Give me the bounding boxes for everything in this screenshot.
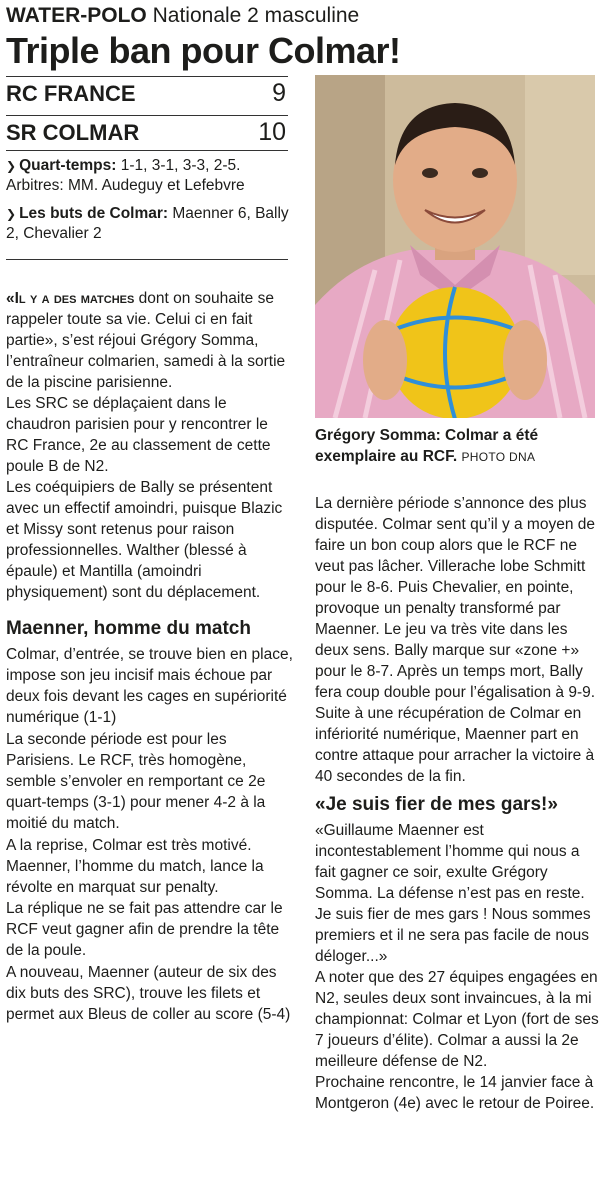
score-row-away xyxy=(6,115,288,151)
photo-credit: PHOTO DNA xyxy=(461,450,536,464)
section-kicker xyxy=(6,4,359,28)
chevron-right-icon: ❯ xyxy=(6,207,17,221)
paragraph: La seconde période est pour les Parisiens. Le RCF, très homogène, semble s’envoler en remportant ce 2e quart-temps (3-1) pour mener 4-2 à la moitié du match. xyxy=(6,731,266,832)
team-score-home: 9 xyxy=(272,79,286,107)
paragraph: A la reprise, Colmar est très motivé. Maenner, l’homme du match, lance la révolte en marquat sur penalty. xyxy=(6,837,264,896)
paragraph: La dernière période s’annonce des plus disputée. Colmar sent qu’il y a moyen de faire un bon coup alors que le RCF ne veut pas lâcher. Villerache lobe Schmitt pour le 8-6. Puis Chevalier, en pointe, provoque un penalty transformé par Maenner. Le jeu va très vite dans les deux sens. Bally marque sur «zone +» pour le 8-7. Après un temps mort, Bally fera coup double pour l’égalisation à 9-9. xyxy=(315,495,596,701)
paragraph-text: dont on souhaite se rappeler toute sa vie. Celui ci en fait partie», s’est réjoui Grégory Somma, l’entraîneur colmarien, samedi à la sortie de la piscine parisienne. xyxy=(6,290,286,391)
caption-text: Grégory Somma: Colmar a été exemplaire au RCF. xyxy=(315,427,539,465)
divider xyxy=(6,259,288,260)
paragraph: A noter que des 27 équipes engagées en N2, seules deux sont invaincues, à la mi championnat: Colmar et Lyon (fort de ses 7 joueurs d’élite). Colmar a aussi la 2e meilleure défense de N2. xyxy=(315,969,599,1070)
article-column-left xyxy=(6,288,294,1025)
paragraph: Suite à une récupération de Colmar en infériorité numérique, Maenner part en contre attaque pour arracher la victoire à 40 secondes de la fin. xyxy=(315,705,595,785)
referees-text: Arbitres: MM. Audeguy et Lefebvre xyxy=(6,177,245,194)
score-row-home xyxy=(6,76,288,111)
goals-value: Maenner 6, Bally 2, Chevalier 2 xyxy=(6,205,289,242)
paragraph: «Guillaume Maenner est incontestablement l’homme qui nous a fait gagner ce soir, exulte Grégory Somma. La défense n’est pas en reste. Je suis fier de mes gars ! Nous sommes premiers et il ne sera pas facile de nous déloger...» xyxy=(315,822,591,965)
coach-photo xyxy=(315,75,595,418)
goals-label: Les buts de Colmar: xyxy=(19,205,169,222)
match-quarters xyxy=(6,156,292,196)
quarters-label: Quart-temps: xyxy=(19,157,117,174)
team-score-away: 10 xyxy=(258,118,286,146)
paragraph: Prochaine rencontre, le 14 janvier face à Montgeron (4e) avec le retour de Poiree. xyxy=(315,1074,595,1112)
subheading: Maenner, homme du match xyxy=(6,618,251,639)
kicker-sport: WATER-POLO xyxy=(6,4,147,27)
subheading: «Je suis fier de mes gars!» xyxy=(315,794,558,815)
paragraph: Les SRC se déplaçaient dans le chaudron parisien pour y rencontrer le RC France, 2e au classement de cette poule B de N2. xyxy=(6,395,271,475)
paragraph xyxy=(6,288,294,393)
match-goals xyxy=(6,204,292,244)
chevron-right-icon: ❯ xyxy=(6,159,17,173)
paragraph: Les coéquipiers de Bally se présentent avec un effectif amoindri, puisque Blazic et Missy sont retenus pour raison professionnelles. Walther (blessé à épaule) et Mantilla (amoindri physiquement) sont du déplacement. xyxy=(6,479,283,601)
kicker-league: Nationale 2 masculine xyxy=(152,4,360,27)
paragraph: A nouveau, Maenner (auteur de six des dix buts des SRC), trouve les filets et permet aux Bleus de coller au score (5-4) xyxy=(6,964,291,1023)
headline: Triple ban pour Colmar! xyxy=(6,30,401,71)
quarters-value: 1-1, 3-1, 3-3, 2-5. xyxy=(120,157,241,174)
lead-in: «Il y a des matches xyxy=(6,290,135,307)
paragraph: Colmar, d’entrée, se trouve bien en place, impose son jeu incisif mais échoue par deux fois devant les cages en supériorité numérique (1-1) xyxy=(6,646,293,726)
team-name-away: SR COLMAR xyxy=(6,120,140,145)
article-column-right xyxy=(315,493,603,1114)
team-name-home: RC FRANCE xyxy=(6,81,136,106)
paragraph: La réplique ne se fait pas attendre car le RCF veut gagner afin de prendre la tête de la poule. xyxy=(6,900,283,959)
photo-caption xyxy=(315,425,601,468)
